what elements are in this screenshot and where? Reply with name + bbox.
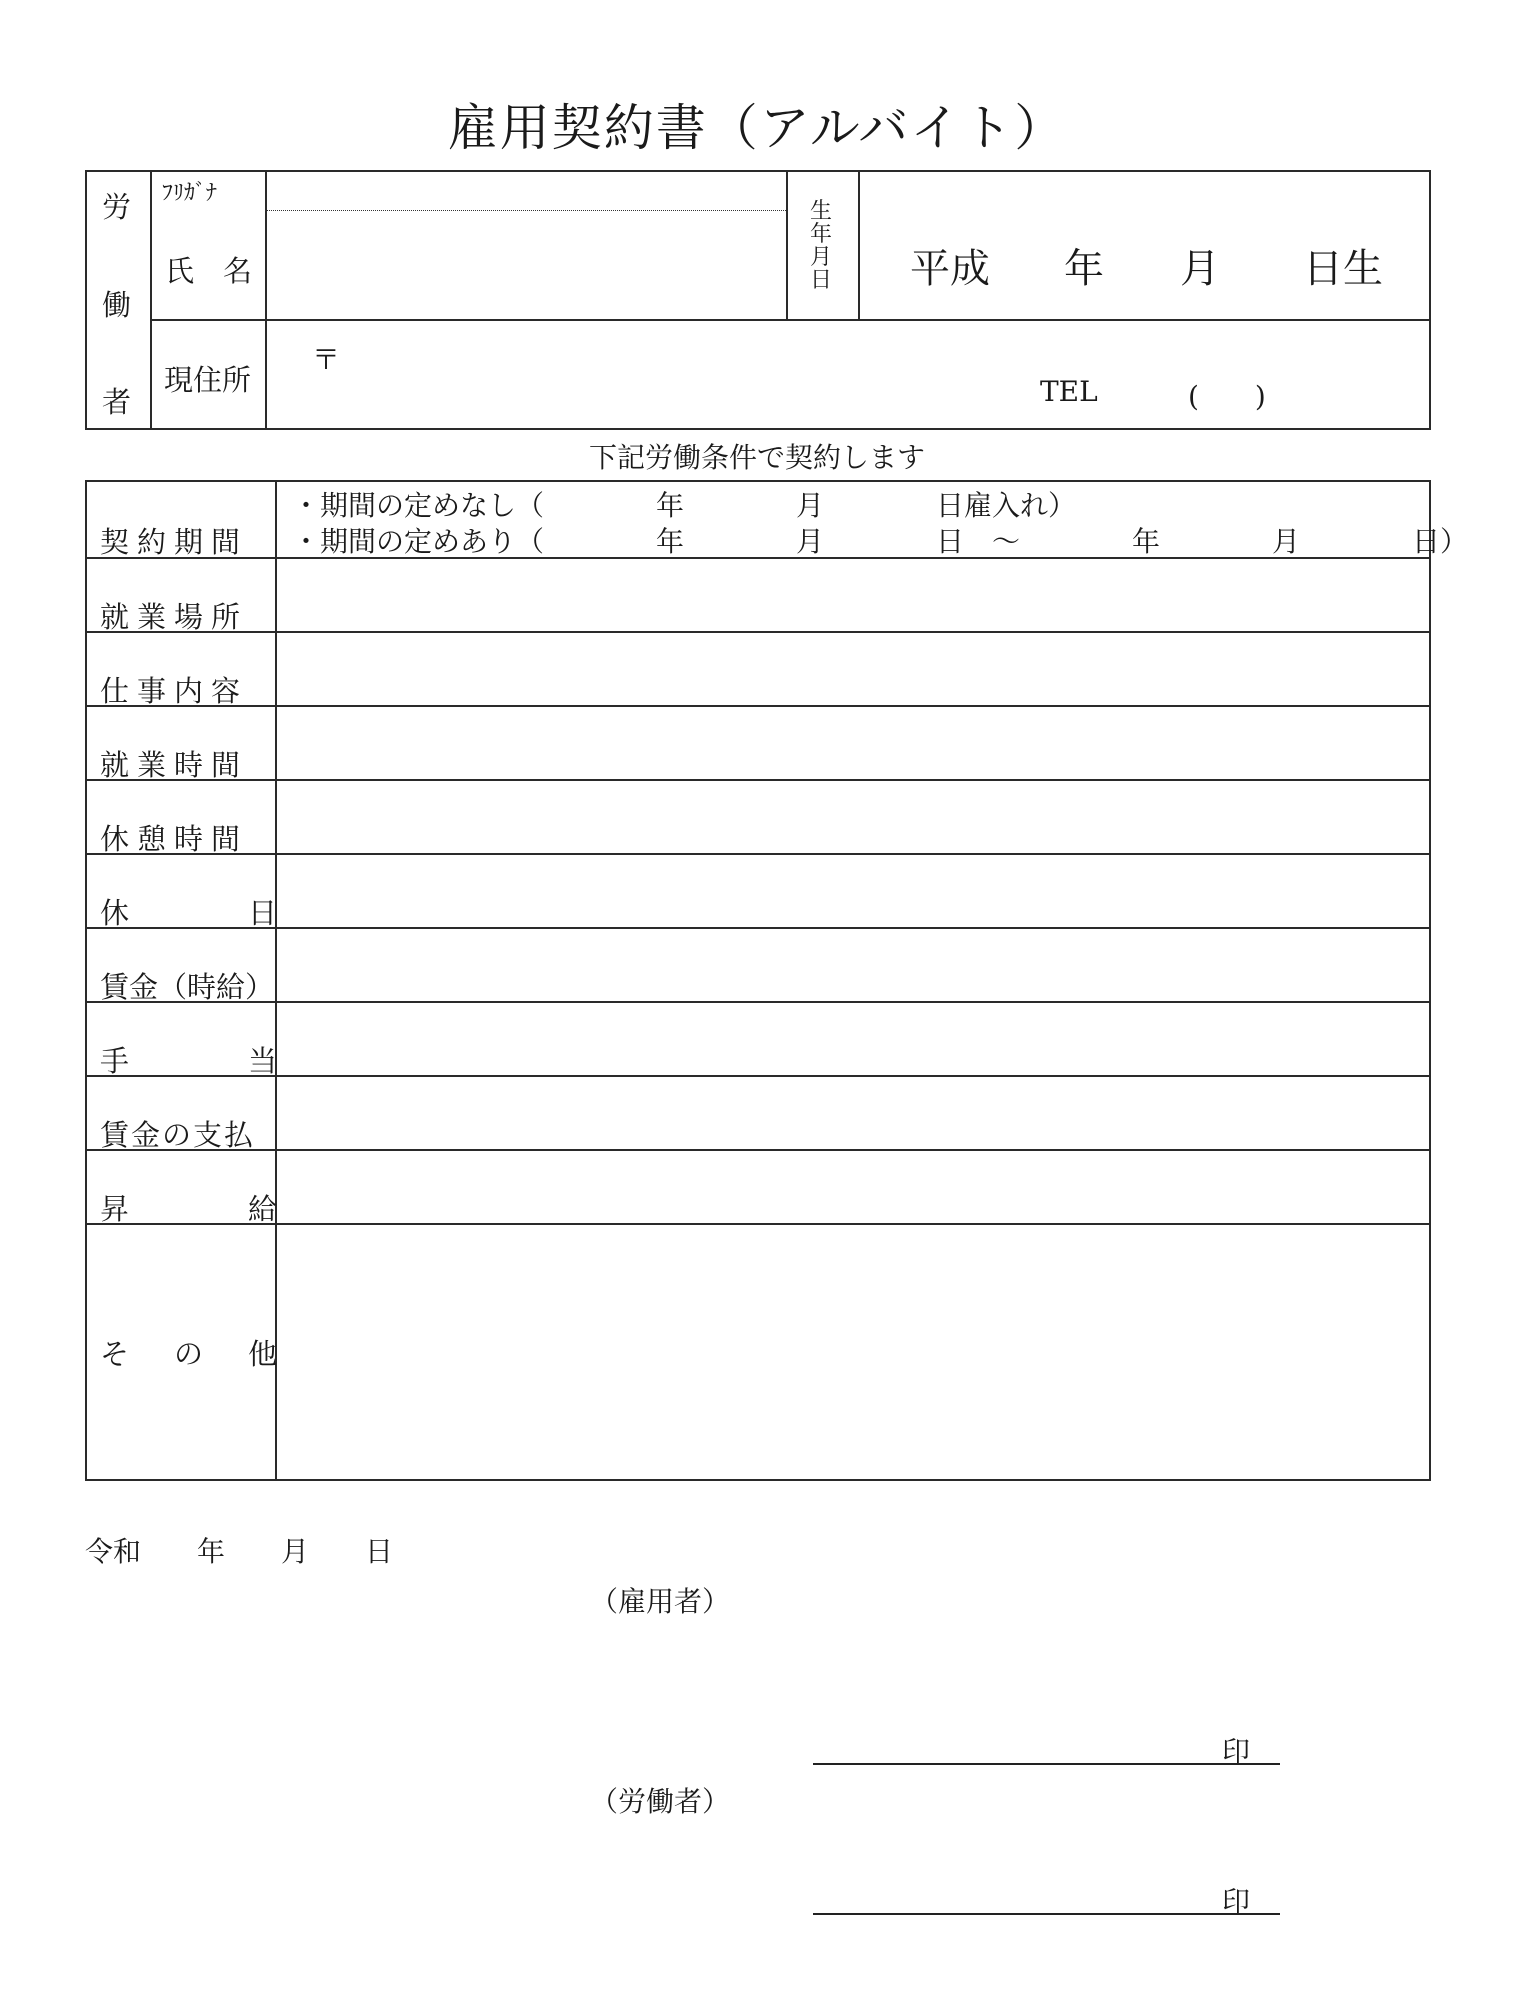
other-field[interactable] bbox=[280, 1226, 1428, 1476]
period-option-fixed[interactable]: ・期間の定めあり（ 年 月 日 ～ 年 月 日） bbox=[292, 525, 1469, 558]
signature-date[interactable]: 令和 年 月 日 bbox=[85, 1535, 394, 1568]
allowance-field[interactable] bbox=[280, 1004, 1428, 1074]
birth-label-3: 月 bbox=[810, 245, 833, 270]
row-divider bbox=[85, 705, 1431, 707]
holiday-field[interactable] bbox=[280, 856, 1428, 926]
employer-label: （雇用者） bbox=[590, 1585, 731, 1618]
job-field[interactable] bbox=[280, 634, 1428, 704]
name-field[interactable] bbox=[268, 213, 783, 317]
worker-seal: 印 bbox=[1222, 1885, 1251, 1918]
birth-day: 日生 bbox=[1303, 246, 1383, 292]
hours-field[interactable] bbox=[280, 708, 1428, 778]
term-label-workplace: 就業場所 bbox=[100, 600, 249, 634]
term-label-break: 休憩時間 bbox=[100, 822, 249, 856]
row-divider bbox=[85, 1223, 1431, 1225]
tel-parens: ( ) bbox=[1188, 380, 1266, 413]
divider bbox=[150, 319, 1431, 321]
row-divider bbox=[85, 1149, 1431, 1151]
raise-field[interactable] bbox=[280, 1152, 1428, 1222]
worker-signature-line[interactable] bbox=[813, 1913, 1280, 1915]
contract-intro: 下記労働条件で契約します bbox=[588, 441, 925, 474]
divider bbox=[150, 170, 152, 430]
address-label: 現住所 bbox=[164, 363, 252, 397]
worker-label: （労働者） bbox=[590, 1785, 731, 1818]
row-divider bbox=[85, 853, 1431, 855]
term-label-holiday: 休 日 bbox=[100, 896, 286, 930]
workplace-field[interactable] bbox=[280, 560, 1428, 630]
divider bbox=[858, 170, 860, 319]
employer-seal: 印 bbox=[1222, 1735, 1251, 1768]
break-field[interactable] bbox=[280, 782, 1428, 852]
term-label-hours: 就業時間 bbox=[100, 748, 249, 782]
divider bbox=[265, 170, 267, 430]
postal-mark: 〒 bbox=[312, 343, 341, 376]
term-label-job: 仕事内容 bbox=[100, 674, 249, 708]
payment-field[interactable] bbox=[280, 1078, 1428, 1148]
worker-side-label-1: 労 bbox=[102, 190, 132, 224]
wage-field[interactable] bbox=[280, 930, 1428, 1000]
birth-month: 月 bbox=[1180, 246, 1220, 292]
birth-era: 平成 bbox=[910, 246, 990, 292]
furigana-divider bbox=[265, 210, 786, 211]
employer-signature-line[interactable] bbox=[813, 1763, 1280, 1765]
address-field[interactable] bbox=[268, 322, 1428, 427]
furigana-label: ﾌﾘｶﾞﾅ bbox=[162, 181, 218, 206]
divider bbox=[786, 170, 788, 319]
worker-side-label-3: 者 bbox=[102, 385, 132, 419]
term-label-raise: 昇 給 bbox=[100, 1192, 286, 1226]
term-label-wage: 賃金（時給） bbox=[100, 970, 275, 1004]
term-label-payment: 賃金の支払 bbox=[100, 1118, 256, 1152]
furigana-field[interactable] bbox=[268, 172, 783, 208]
birth-year: 年 bbox=[1064, 246, 1104, 292]
tel-label: TEL bbox=[1040, 375, 1098, 408]
period-option-open[interactable]: ・期間の定めなし（ 年 月 日雇入れ） bbox=[292, 489, 1077, 522]
row-divider bbox=[85, 631, 1431, 633]
document-title: 雇用契約書（アルバイト） bbox=[447, 99, 1067, 157]
period-label: 契約期間 bbox=[100, 525, 249, 559]
worker-side-label-2: 働 bbox=[102, 288, 132, 322]
birth-label-1: 生 bbox=[810, 199, 833, 224]
birth-label-4: 日 bbox=[810, 268, 833, 293]
row-divider bbox=[85, 779, 1431, 781]
birth-label-2: 年 bbox=[810, 222, 833, 247]
row-divider bbox=[85, 1075, 1431, 1077]
row-divider bbox=[85, 927, 1431, 929]
row-divider bbox=[85, 1001, 1431, 1003]
name-label: 氏 名 bbox=[165, 254, 253, 288]
term-label-allowance: 手 当 bbox=[100, 1044, 286, 1078]
term-label-other: そ の 他 bbox=[100, 1337, 286, 1371]
